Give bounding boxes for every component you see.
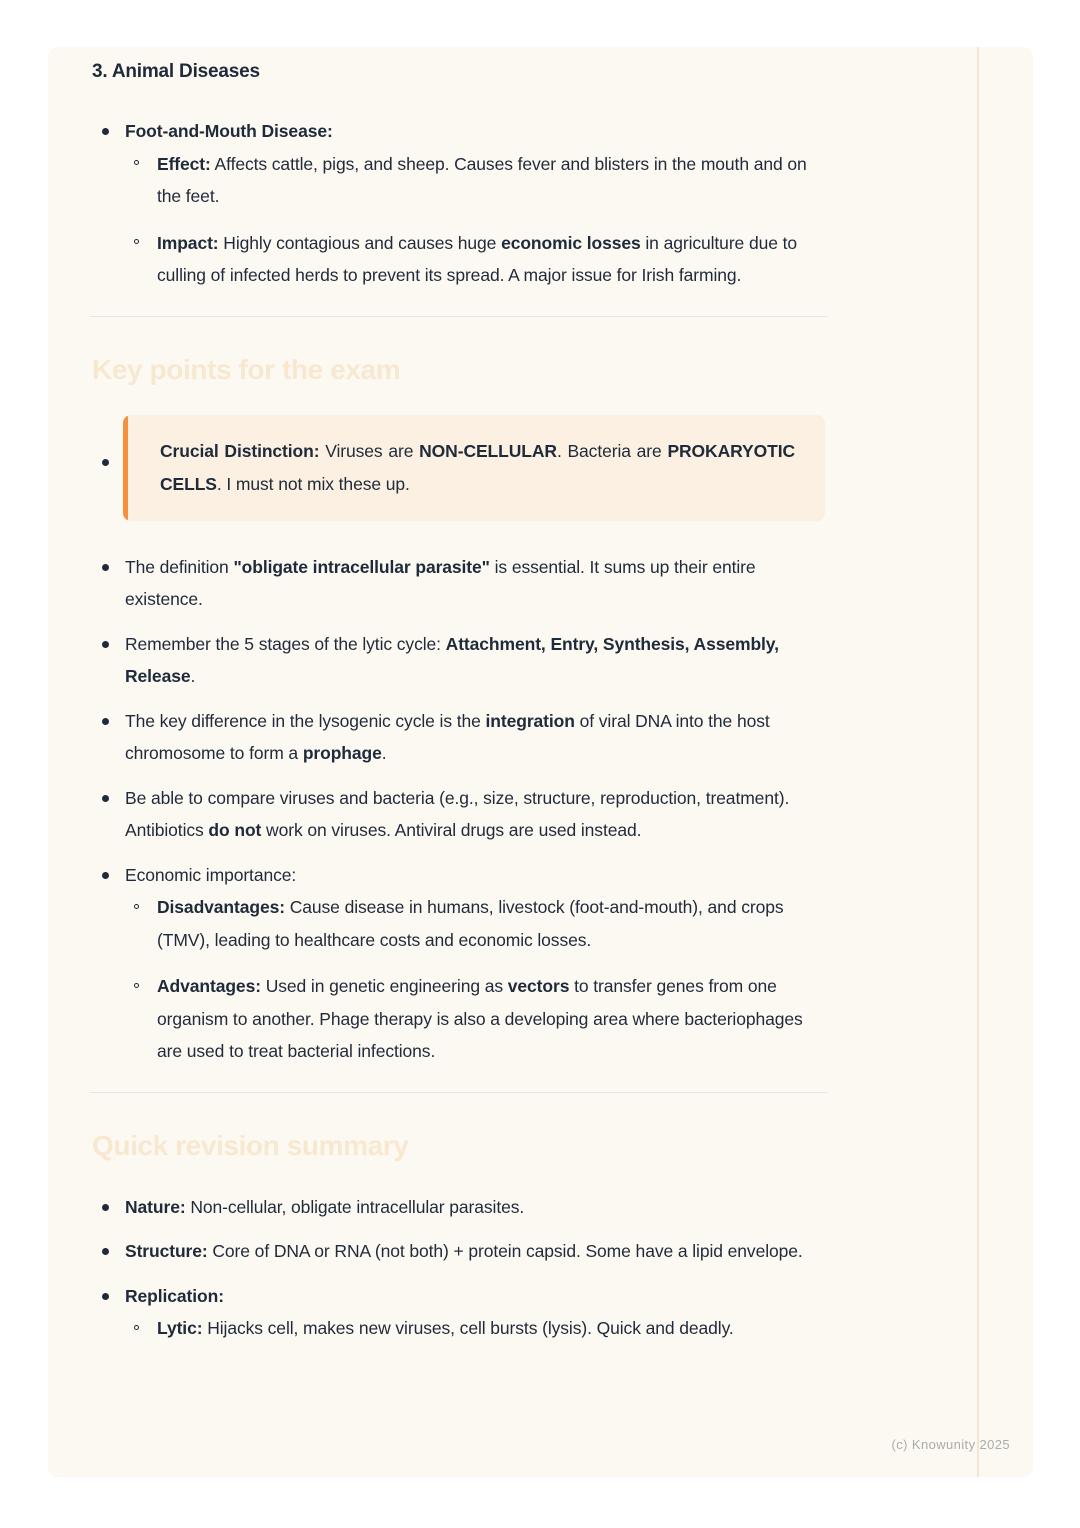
sub-list-item-effect [125, 148, 828, 213]
sub-bullet-text: Effect: Affects cattle, pigs, and sheep. Causes fever and blisters in the mouth and on the feet. [157, 153, 807, 206]
bullet-text: Foot-and-Mouth Disease: [125, 121, 333, 141]
bullet-marker [102, 872, 109, 879]
sub-bullet-text: Impact: Highly contagious and causes huge economic losses in agriculture due to culling of infected herds to prevent its spread. A major issue for Irish farming. [157, 232, 797, 285]
bullet-marker [102, 1248, 109, 1255]
bullet-marker [102, 1293, 109, 1300]
section-heading-key-points: Key points for the exam [92, 353, 401, 385]
bullet-text: The key difference in the lysogenic cycle is the integration of viral DNA into the host chromosome to form a prophage. [125, 710, 770, 763]
bullet-text: Replication: [125, 1285, 224, 1306]
bullet-marker [102, 128, 109, 135]
list-item-callout [92, 415, 828, 521]
bullet-marker [102, 1204, 109, 1211]
animal-diseases-list [92, 115, 828, 292]
sub-list-item-advantages [125, 970, 828, 1068]
bullet-marker [102, 459, 109, 466]
bullet-text: Nature: Non-cellular, obligate intracellular parasites. [125, 1196, 525, 1217]
sub-bullet-text: Lytic: Hijacks cell, makes new viruses, cell bursts (lysis). Quick and deadly. [157, 1318, 734, 1338]
bullet-text: Be able to compare viruses and bacteria (e.g., size, structure, reproduction, treatment). Antibiotics do not work on viruses. Antiviral drugs are used instead. [125, 787, 790, 840]
divider [90, 1092, 828, 1093]
list-item-compare [92, 782, 828, 847]
sub-bullet-marker [134, 983, 139, 988]
list-item-replication [92, 1280, 828, 1345]
list-item-definition [92, 551, 828, 616]
foot-and-mouth-sublist [125, 148, 828, 292]
bullet-text: The definition "obligate intracellular parasite" is essential. It sums up their entire existence. [125, 556, 756, 609]
quick-revision-list [92, 1191, 828, 1345]
callout-accent-bar [123, 415, 128, 521]
sub-bullet-text: Advantages: Used in genetic engineering as vectors to transfer genes from one organism to another. Phage therapy is also a developing area where bacteriophages are used to treat bacterial infections. [157, 976, 803, 1061]
bullet-marker [102, 718, 109, 725]
page-edge-line [977, 47, 979, 1477]
bullet-marker [102, 795, 109, 802]
callout-text: Crucial Distinction: Viruses are NON-CELLULAR. Bacteria are PROKARYOTIC CELLS. I must not mix these up. [160, 440, 795, 494]
economic-importance-sublist [125, 891, 828, 1068]
sub-bullet-marker [134, 1325, 139, 1330]
list-item-economic-importance [92, 859, 828, 1068]
bullet-marker [102, 564, 109, 571]
replication-sublist [125, 1312, 828, 1345]
sub-bullet-marker [134, 239, 139, 244]
divider [90, 316, 828, 317]
sub-list-item-impact [125, 227, 828, 292]
list-item-lytic-stages [92, 628, 828, 693]
list-item-structure [92, 1235, 828, 1268]
bullet-marker [102, 641, 109, 648]
sub-bullet-marker [134, 904, 139, 909]
sub-bullet-text: Disadvantages: Cause disease in humans, livestock (foot-and-mouth), and crops (TMV), leading to healthcare costs and economic losses. [157, 897, 784, 950]
callout-box [123, 415, 825, 521]
notes-content [48, 47, 830, 1345]
bullet-text: Remember the 5 stages of the lytic cycle: Attachment, Entry, Synthesis, Assembly, Release. [125, 633, 779, 686]
section-heading-animal-diseases: 3. Animal Diseases [92, 61, 260, 82]
section-heading-quick-revision: Quick revision summary [92, 1129, 409, 1161]
key-points-list [92, 415, 828, 1068]
bullet-text: Structure: Core of DNA or RNA (not both) + protein capsid. Some have a lipid envelope. [125, 1241, 803, 1261]
list-item-foot-and-mouth [92, 115, 828, 292]
copyright-watermark: (c) Knowunity 2025 [891, 1437, 1010, 1452]
sub-bullet-marker [134, 160, 139, 165]
list-item-lysogenic [92, 705, 828, 770]
bullet-text: Economic importance: [125, 864, 297, 885]
sub-list-item-lytic [125, 1312, 828, 1345]
notes-card [48, 47, 1033, 1477]
sub-list-item-disadvantages [125, 891, 828, 956]
list-item-nature [92, 1191, 828, 1224]
